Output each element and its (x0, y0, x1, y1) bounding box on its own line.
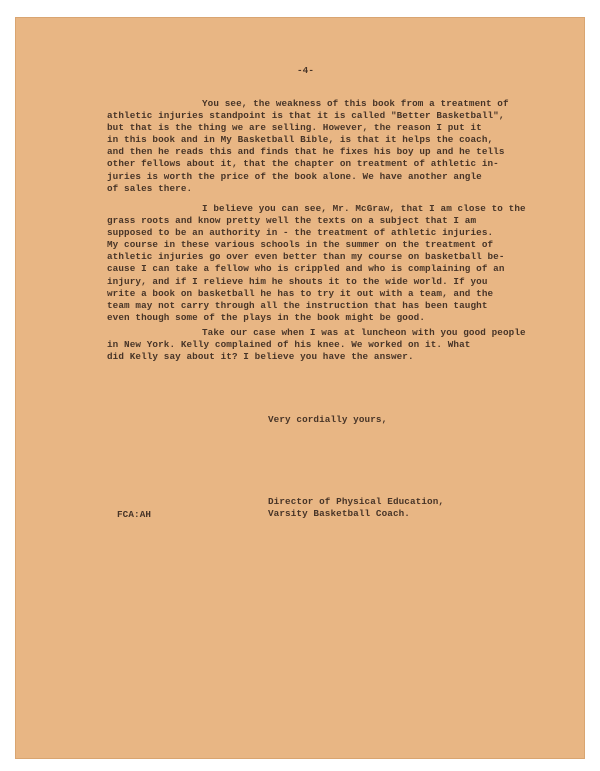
text-line: athletic injuries standpoint is that it is called "Better Basketball", (107, 110, 505, 122)
signature-title: Director of Physical Education, (268, 496, 445, 507)
text-line: athletic injuries go over even better than my course on basketball be- (107, 251, 505, 263)
paragraph-3 (107, 327, 527, 363)
signature-title: Varsity Basketball Coach. (268, 508, 410, 520)
text-line: Take our case when I was at luncheon with you good people (202, 327, 526, 338)
page-number: -4- (297, 65, 315, 76)
text-line: and then he reads this and finds that he fixes his boy up and he tells (107, 146, 505, 158)
text-line: My course in these various schools in the summer on the treatment of (107, 239, 494, 251)
text-line: I believe you can see, Mr. McGraw, that I am close to the (202, 203, 526, 214)
paragraph-2 (107, 203, 527, 324)
text-line: juries is worth the price of the book alone. We have another angle (107, 170, 482, 182)
text-line: other fellows about it, that the chapter on treatment of athletic in- (107, 158, 499, 170)
reference-initials: FCA:AH (117, 509, 152, 520)
text-line: team may not carry through all the instruction that has been taught (107, 299, 488, 311)
text-line: in New York. Kelly complained of his knee. We worked on it. What (107, 339, 471, 351)
text-line: write a book on basketball he has to try it out with a team, and the (107, 287, 494, 299)
signature-block (268, 496, 444, 520)
text-line: grass roots and know pretty well the texts on a subject that I am (107, 215, 477, 227)
text-line: of sales there. (107, 182, 193, 194)
text-line: cause I can take a fellow who is crippled and who is complaining of an (107, 263, 505, 275)
text-line: but that is the thing we are selling. However, the reason I put it (107, 122, 482, 134)
text-line: injury, and if I relieve him he shouts it to the wide world. If you (107, 275, 488, 287)
text-line: supposed to be an authority in - the treatment of athletic injuries. (107, 227, 494, 239)
text-line: You see, the weakness of this book from a treatment of (202, 98, 509, 109)
paragraph-1 (107, 98, 527, 195)
text-line: even though some of the plays in the book might be good. (107, 311, 426, 323)
text-line: did Kelly say about it? I believe you have the answer. (107, 351, 414, 363)
text-line: in this book and in My Basketball Bible, is that it helps the coach, (107, 134, 494, 146)
complimentary-close: Very cordially yours, (268, 414, 388, 425)
